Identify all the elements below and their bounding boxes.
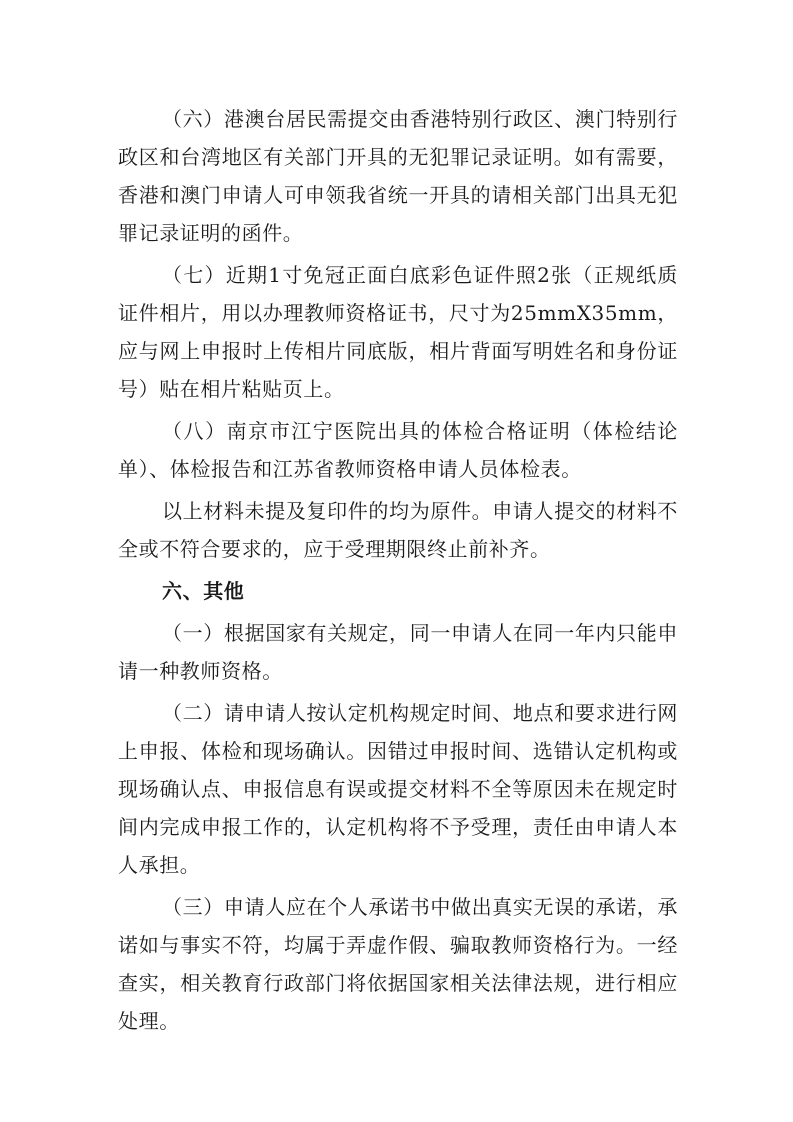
document-body [118,100,678,1044]
paragraph-other-3: （三）申请人应在个人承诺书中做出真实无误的承诺，承诺如与事实不符，均属于弄虚作假、骗取教师资格行为。一经查实，相关教育行政部门将依据国家相关法律法规，进行相应处理。 [118,895,678,1033]
paragraph-materials-note: 以上材料未提及复印件的均为原件。申请人提交的材料不全或不符合要求的，应于受理期限终止前补齐。 [118,499,678,561]
paragraph-item-8: （八）南京市江宁医院出具的体检合格证明（体检结论单）、体检报告和江苏省教师资格申请人员体检表。 [118,419,678,481]
paragraph-other-1: （一）根据国家有关规定，同一申请人在同一年内只能申请一种教师资格。 [118,621,678,683]
paragraph-other-2: （二）请申请人按认定机构规定时间、地点和要求进行网上申报、体检和现场确认。因错过申报时间、选错认定机构或现场确认点、申报信息有误或提交材料不全等原因未在规定时间内完成申报工作的，认定机构将不予受理，责任由申请人本人承担。 [118,701,678,877]
paragraph-item-6: （六）港澳台居民需提交由香港特别行政区、澳门特别行政区和台湾地区有关部门开具的无犯罪记录证明。如有需要，香港和澳门申请人可申领我省统一开具的请相关部门出具无犯罪记录证明的函件。 [118,107,678,245]
paragraph-item-7: （七）近期1寸免冠正面白底彩色证件照2张（正规纸质证件相片，用以办理教师资格证书，尺寸为25mmX35mm，应与网上申报时上传相片同底版，相片背面写明姓名和身份证号）贴在相片粘贴页上。 [118,263,678,401]
section-heading-other: 六、其他 [162,579,245,603]
